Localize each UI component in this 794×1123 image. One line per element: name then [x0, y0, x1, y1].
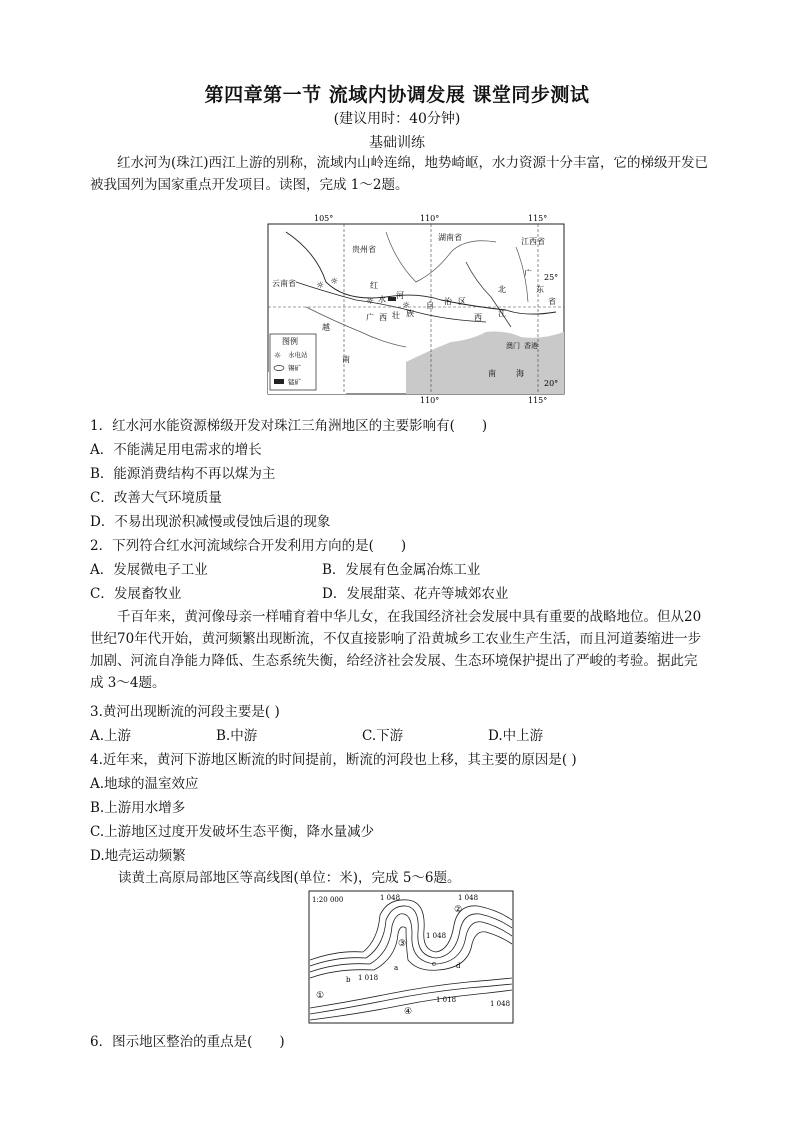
point-d: d [456, 962, 461, 970]
hydropower-station-icon: ☼ [366, 297, 375, 307]
hydropower-station-icon: ☼ [402, 301, 411, 311]
hydropower-station-icon: ☼ [316, 281, 325, 291]
map-label-guang: 广 [366, 313, 374, 322]
time-suggestion: (建议用时：40分钟) [333, 111, 461, 127]
question-3-stem: 3.黄河出现断流的河段主要是( ) [90, 704, 280, 720]
q3-option-d[interactable]: D.中上游 [488, 728, 544, 744]
contour-label-5: 1 018 [436, 996, 457, 1004]
map-label-hong: 红 [370, 281, 378, 290]
point-4: ④ [404, 1007, 413, 1017]
q2-option-d[interactable]: D．发展甜菜、花卉等城郊农业 [322, 586, 509, 602]
manganese-mine-icon [388, 297, 396, 301]
q2-option-c[interactable]: C．发展畜牧业 [90, 586, 182, 602]
map-label-macau: 澳门 [506, 342, 520, 350]
q3-option-b[interactable]: B.中游 [216, 728, 258, 744]
map-label-jiangxi: 江西省 [521, 237, 545, 246]
contour-label-4: 1 018 [358, 974, 379, 982]
point-1: ① [316, 991, 325, 1001]
map-label-guangdong-2: 东 [536, 285, 544, 294]
map-label-xi: 西 [379, 313, 387, 322]
legend-title: 图例 [282, 337, 298, 346]
map-label-yunnan: 云南省 [272, 279, 296, 288]
contour-label-3: 1 048 [426, 932, 447, 940]
map-label-zhuang: 壮 [392, 311, 400, 320]
legend-manganese-label: 锰矿 [288, 378, 301, 386]
map-label-he: 河 [396, 291, 404, 300]
q4-option-c[interactable]: C.上游地区过度开发破坏生态平衡，降水量减少 [90, 824, 375, 840]
point-2: ② [454, 905, 463, 915]
lat-label-25: 25° [544, 273, 559, 282]
map-label-jiang: 江 [498, 309, 506, 318]
map-label-hunan: 湖南省 [438, 233, 462, 242]
map-label-zhi: 治 [444, 297, 452, 306]
question-2-stem: 2．下列符合红水河流域综合开发利用方向的是( ) [90, 538, 407, 554]
point-c: c [432, 960, 436, 968]
legend-hydro-label: 水电站 [288, 351, 308, 359]
map-label-bei: 北 [498, 285, 506, 294]
map-scale: 1:20 000 [312, 896, 344, 904]
map-label-hongkong: 香港 [524, 342, 538, 350]
question-6-stem: 6．图示地区整治的重点是( ) [90, 1034, 285, 1050]
q4-option-d[interactable]: D.地壳运动频繁 [90, 848, 186, 864]
contour-map [308, 890, 514, 1024]
hongshui-river-map [266, 212, 566, 404]
page-title: 第四章第一节 流域内协调发展 课堂同步测试 [204, 84, 590, 106]
q3-option-a[interactable]: A.上游 [90, 728, 132, 744]
map-label-yue: 越 [322, 323, 330, 332]
map-label-guizhou: 贵州省 [352, 245, 376, 254]
lat-label-20: 20° [544, 379, 559, 388]
contour-label-2: 1 048 [458, 894, 479, 902]
lon-label-115: 115° [528, 214, 548, 223]
q2-option-b[interactable]: B．发展有色金属冶炼工业 [322, 562, 481, 578]
map-label-sea: 海 [516, 369, 524, 378]
point-a: a [394, 964, 399, 972]
lon-label-105: 105° [314, 214, 334, 223]
q4-option-b[interactable]: B.上游用水增多 [90, 800, 186, 816]
legend-tin-icon [274, 366, 284, 371]
question-4-stem: 4.近年来，黄河下游地区断流的时间提前，断流的河段也上移，其主要的原因是( ) [90, 752, 577, 768]
legend-hydro-icon: ☼ [274, 351, 282, 360]
map-label-zu: 族 [406, 309, 414, 318]
map-label-zi: 自 [426, 301, 434, 310]
legend-tin-label: 锡矿 [288, 364, 301, 372]
lon-label-110: 110° [420, 214, 440, 223]
intro-paragraph-3: 读黄土高原局部地区等高线图(单位：米)，完成 5～6题。 [118, 870, 461, 886]
legend-manganese-icon [274, 379, 284, 384]
section-heading: 基础训练 [369, 135, 425, 151]
map-label-xi-river: 西 [474, 313, 482, 322]
map-label-shui: 水 [378, 295, 386, 304]
question-1-stem: 1．红水河水能资源梯级开发对珠江三角洲地区的主要影响有( ) [90, 418, 488, 434]
point-3: ③ [398, 939, 407, 949]
contour-label-6: 1 048 [490, 1000, 511, 1008]
q1-option-c[interactable]: C．改善大气环境质量 [90, 490, 222, 506]
map-label-guangdong-3: 省 [548, 297, 556, 306]
lon-label-110-bottom: 110° [420, 396, 440, 404]
q3-option-c[interactable]: C.下游 [362, 728, 404, 744]
q1-option-a[interactable]: A．不能满足用电需求的增长 [90, 442, 262, 458]
hydropower-station-icon: ☼ [330, 277, 339, 287]
contour-label-1: 1 048 [380, 894, 401, 902]
lon-label-115-bottom: 115° [528, 396, 548, 404]
q1-option-d[interactable]: D．不易出现淤积减慢或侵蚀后退的现象 [90, 514, 331, 530]
map-label-nan: 南 [342, 355, 350, 364]
q2-option-a[interactable]: A．发展微电子工业 [90, 562, 208, 578]
intro-paragraph-2: 千百年来，黄河像母亲一样哺育着中华儿女，在我国经济社会发展中具有重要的战略地位。但从20世纪70年代开始，黄河频繁出现断流，不仅直接影响了沿黄城乡工农业生产生活，而且河道萎缩进一步加剧、河流自净能力降低、生态系统失衡，给经济社会发展、生态环境保护提出了严峻的考验。据此完成 3～4题。 [90, 609, 702, 691]
intro-paragraph-1: 红水河为(珠江)西江上游的别称，流域内山岭连绵，地势崎岖，水力资源十分丰富，它的梯级开发已被我国列为国家重点开发项目。读图，完成 1～2题。 [90, 155, 709, 193]
map-label-qu: 区 [458, 297, 466, 306]
point-b: b [346, 976, 351, 984]
map-label-guangdong-1: 广 [524, 269, 532, 278]
map-label-south: 南 [488, 369, 496, 378]
q4-option-a[interactable]: A.地球的温室效应 [90, 776, 199, 792]
q1-option-b[interactable]: B．能源消费结构不再以煤为主 [90, 466, 276, 482]
